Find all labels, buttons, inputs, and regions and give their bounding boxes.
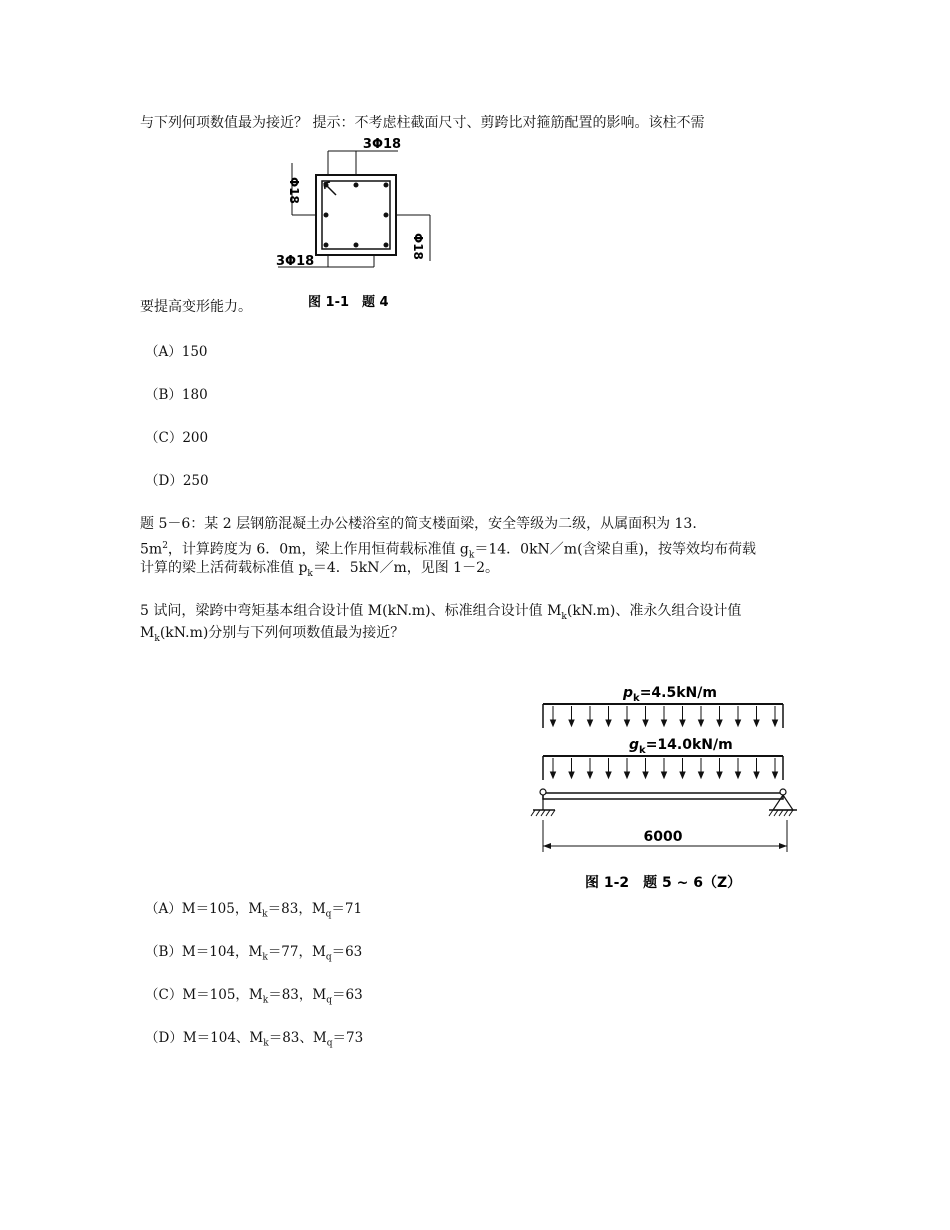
pk-label: $p_k=4.5kN/m$ xyxy=(623,685,717,704)
q4-option-d[interactable]: （D）250 xyxy=(145,473,209,489)
load-arrow-head xyxy=(643,720,648,726)
load-arrow-head xyxy=(569,720,574,726)
load-arrow-head xyxy=(717,772,722,778)
pk-load-arrows xyxy=(551,706,778,726)
load-arrow-head xyxy=(588,772,593,778)
q4-option-a[interactable]: （A）150 xyxy=(145,344,208,360)
figure-1-2-beam xyxy=(525,680,810,895)
q5-option-d[interactable]: （D）M＝104、$M_k=83$、$M_q=73$ xyxy=(145,1030,364,1049)
q5-text-line-1: 5 试问，梁跨中弯矩基本组合设计值 M(kN.m)、标准组合设计值 $M_k(kN.m)$、准永久组合设计值 xyxy=(140,603,742,622)
q5-option-a[interactable]: （A）M＝105，$M_k=83$，$M_q=71$ xyxy=(145,901,363,920)
load-arrow-head xyxy=(680,772,685,778)
load-arrow-head xyxy=(643,772,648,778)
top-rebar-label: 3Φ18 xyxy=(362,137,402,152)
load-arrow-head xyxy=(736,720,741,726)
left-rebar-label: Φ18 xyxy=(287,177,301,204)
load-arrow-head xyxy=(773,772,778,778)
q5-option-b[interactable]: （B）M＝104，$M_k=77$，$M_q=63$ xyxy=(145,944,363,963)
span-label: 6000 xyxy=(643,829,683,845)
load-arrow-head xyxy=(551,772,556,778)
load-arrow-head xyxy=(662,720,667,726)
gk-label: $g_k=14.0kN/m$ xyxy=(629,737,733,756)
q4-option-c[interactable]: （C）200 xyxy=(145,430,209,446)
bottom-rebar-label: 3Φ18 xyxy=(276,254,315,269)
right-rebar-label: Φ18 xyxy=(411,233,425,260)
q5-text-line-2: $M_k(kN.m)$分别与下列何项数值最为接近？ xyxy=(140,625,405,644)
figure-1-1-column-section xyxy=(270,135,440,315)
load-arrow-head xyxy=(736,772,741,778)
load-arrow-head xyxy=(625,772,630,778)
load-arrow-head xyxy=(569,772,574,778)
q5-option-c[interactable]: （C）M＝105，$M_k=83$，$M_q=63$ xyxy=(145,987,363,1006)
q4-intro-continued: 要提高变形能力。 xyxy=(140,299,252,315)
load-arrow-head xyxy=(754,720,759,726)
load-arrow-head xyxy=(625,720,630,726)
figure-1-1-caption: 图 1-1 题 4 xyxy=(308,295,389,310)
load-arrow-head xyxy=(662,772,667,778)
q56-stem-line-2: $5m^2$，计算跨度为 6．0m，梁上作用恒荷载标准值 $g_k=14$．0kN／m(含梁自重)，按等效均布荷载 xyxy=(140,541,756,561)
load-arrow-head xyxy=(551,720,556,726)
q56-stem-line-3: 计算的梁上活荷载标准值 $p_k=4$．5kN／m，见图 1－2。 xyxy=(140,560,499,579)
load-arrow-head xyxy=(606,772,611,778)
load-arrow-head xyxy=(717,720,722,726)
load-arrow-head xyxy=(606,720,611,726)
q4-option-b[interactable]: （B）180 xyxy=(145,387,208,403)
q56-stem-line-1: 题 5－6：某 2 层钢筋混凝土办公楼浴室的简支楼面梁，安全等级为二级，从属面积为 13. xyxy=(140,516,697,532)
load-arrow-head xyxy=(588,720,593,726)
figure-1-2-caption: 图 1-2 题 5 ~ 6（Z） xyxy=(585,875,742,891)
load-arrow-head xyxy=(773,720,778,726)
load-arrow-head xyxy=(754,772,759,778)
q4-intro-text: 与下列何项数值最为接近？ 提示：不考虑柱截面尺寸、剪跨比对箍筋配置的影响。该柱不需 xyxy=(140,115,705,131)
load-arrow-head xyxy=(699,720,704,726)
load-arrow-head xyxy=(699,772,704,778)
gk-load-arrows xyxy=(551,758,778,778)
load-arrow-head xyxy=(680,720,685,726)
